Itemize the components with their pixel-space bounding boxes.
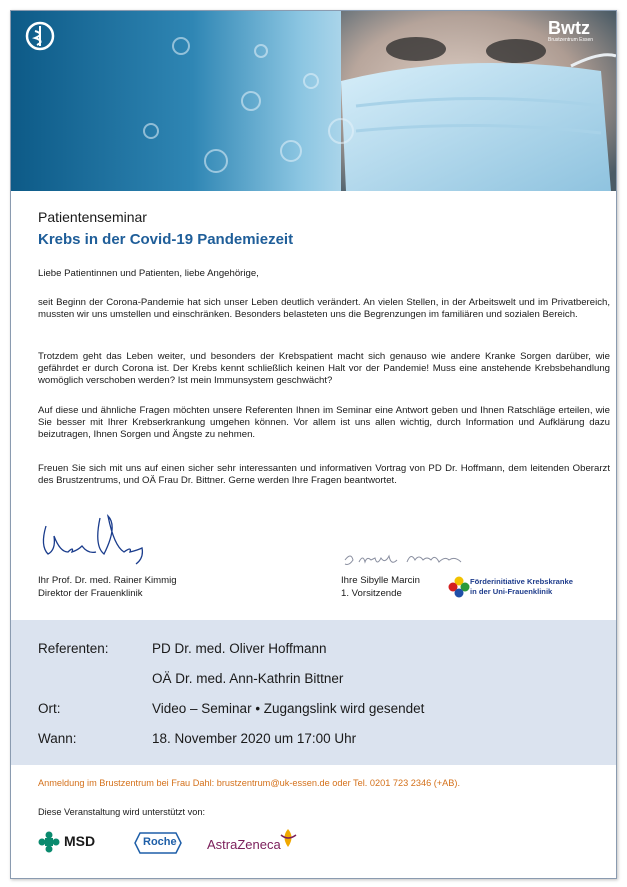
wann-value: 18. November 2020 um 17:00 Uhr [152, 731, 357, 746]
hero-banner [11, 11, 616, 191]
support-label: Diese Veranstaltung wird unterstützt von: [38, 807, 205, 817]
paragraph-4: Freuen Sie sich mit uns auf einen sicher sehr interessanten und informativen Vortrag von PD Dr. Hoffmann, dem leitenden Oberarzt des Brustzentrums, und OÄ Frau Dr. Bittner. Gerne werden Ihre Fragen beantwortet. [38, 463, 610, 487]
signature-right-name: Ihre Sibylle Marcin 1. Vorsitzende [341, 575, 420, 599]
signature-left-name: Ihr Prof. Dr. med. Rainer Kimmig Direktor der Frauenklinik [38, 575, 177, 599]
roche-logo: Roche [134, 832, 182, 854]
medical-emblem-icon [25, 21, 55, 51]
wann-label: Wann: [38, 731, 77, 746]
paragraph-2: Trotzdem geht das Leben weiter, und besonders der Krebspatient macht sich genauso wie andere Kranke Sorgen darüber, wie gefährdet er durch Corona ist. Der Krebs kennt schließlich keinen Halt vor der Pandemie! Muss eine anstehende Krebsbehandlung womöglich verschoben werden? Ist mein Immunsystem geschwächt? [38, 351, 610, 387]
university-logo [25, 21, 55, 51]
seminar-title: Krebs in der Covid-19 Pandemiezeit [38, 231, 294, 248]
registration-note: Anmeldung im Brustzentrum bei Frau Dahl: brustzentrum@uk-essen.de oder Tel. 0201 723 2346 (+AB). [38, 778, 461, 788]
referent-1: PD Dr. med. Oliver Hoffmann [152, 641, 327, 656]
astrazeneca-symbol-icon [277, 827, 299, 849]
signature-marcin [341, 546, 481, 571]
hero-illustration [11, 11, 616, 191]
flyer [10, 10, 617, 879]
seminar-kicker: Patientenseminar [38, 209, 147, 225]
event-info-box [11, 620, 616, 765]
paragraph-1: seit Beginn der Corona-Pandemie hat sich unser Leben deutlich verändert. An vielen Stellen, in der Arbeitswelt und im Privatbereich, mussten wir uns umstellen und einschränken. Besonders belasteten uns die Begrenzungen im familiären und sozialen Bereich. [38, 297, 610, 321]
foerderinitiative-logo: Förderinitiative Krebskranke in der Uni-Frauenklinik [448, 576, 608, 598]
referent-2: OÄ Dr. med. Ann-Kathrin Bittner [152, 671, 344, 686]
ort-value: Video – Seminar • Zugangslink wird gesendet [152, 701, 425, 716]
referenten-label: Referenten: [38, 641, 109, 656]
astrazeneca-logo: AstraZeneca [207, 827, 302, 855]
signature-kimmig [38, 506, 148, 566]
ort-label: Ort: [38, 701, 61, 716]
msd-emblem-icon [38, 831, 60, 853]
msd-logo: MSD [38, 830, 108, 854]
bwtz-logo: Bwtz Brustzentrum Essen [548, 18, 594, 43]
paragraph-3: Auf diese und ähnliche Fragen möchten unsere Referenten Ihnen im Seminar eine Antwort geben und Ihnen Ratschläge erteilen, wie Sie besser mit Ihrer Krebserkrankung umgehen können. Vor allem ist uns allen wichtig, durch Information und Aufklärung dazu beizutragen, Ihnen Sorgen und Ängste zu nehmen. [38, 405, 610, 441]
colored-dots-icon [448, 576, 470, 598]
greeting: Liebe Patientinnen und Patienten, liebe Angehörige, [38, 268, 259, 279]
